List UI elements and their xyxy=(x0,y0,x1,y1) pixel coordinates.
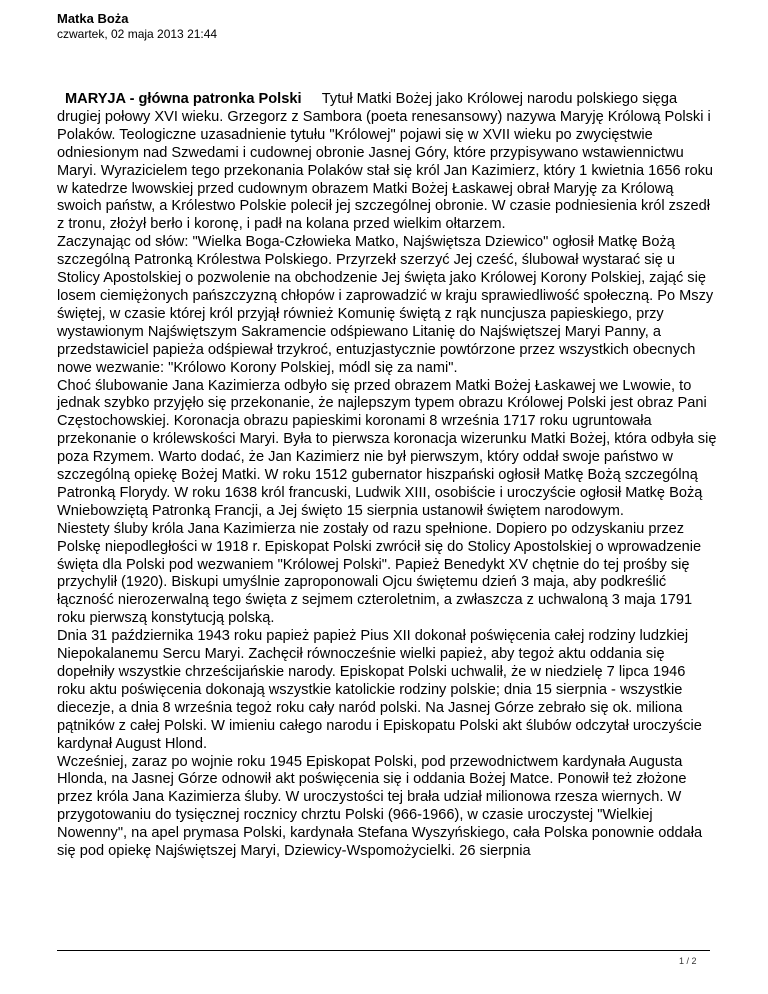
article-paragraph-5: Dnia 31 października 1943 roku papież papież Pius XII dokonał poświęcenia całej rodziny ludzkiej Niepokalanemu Sercu Maryi. Zachęcił równocześnie wielki papież, aby tegoż aktu oddania się dopełniły wszystkie chrześcijańskie narody. Episkopat Polski uchwalił, że w niedzielę 7 lipca 1946 roku aktu poświęcenia dokonają wszystkie katolickie rodziny polskie; dnia 15 sierpnia - wszystkie diecezje, a dnia 8 września tegoż roku cały naród polski. Na Jasnej Górze zebrało się ok. miliona pątników z całej Polski. W imieniu całego narodu i Episkopatu Polski akt ślubów odczytał uroczyście kardynał August Hlond. xyxy=(57,628,702,752)
article-paragraph-1 xyxy=(57,91,717,234)
article-paragraph-4: Niestety śluby króla Jana Kazimierza nie zostały od razu spełnione. Dopiero po odzyskaniu przez Polskę niepodległości w 1918 r. Episkopat Polski zwrócił się do Stolicy Apostolskiej o wprowadzenie święta dla Polski pod wezwaniem "Królowej Polski". Papież Benedykt XV chętnie do tej prośby się przychylił (1920). Biskupi umyślnie zaproponowali Ojcu świętemu dzień 3 maja, aby podkreślić łączność nierozerwalną tego święta z sejmem czteroletnim, a zwłaszcza z uchwaloną 3 maja 1791 roku pierwszą konstytucją polską. xyxy=(57,520,702,627)
publication-date: czwartek, 02 maja 2013 21:44 xyxy=(57,27,218,41)
article-paragraph-3: Choć ślubowanie Jana Kazimierza odbyło się przed obrazem Matki Bożej Łaskawej we Lwowie, to jednak szybko przyjęło się przekonanie, że najlepszym typem obrazu Królowej Polski jest obraz Pani Częstochowskiej. Koronacja obrazu papieskimi koronami 8 września 1717 roku ugruntowała przekonanie o królewskości Maryi. Była to pierwsza koronacja wizerunku Matki Bożej, która odbyła się poza Rzymem. Warto dodać, że Jan Kazimierz nie był pierwszym, który oddał swoje państwo w szczególną opiekę Bożej Matki. W roku 1512 gubernator hiszpański ogłosił Matkę Bożą szczególną Patronką Florydy. W roku 1638 król francuski, Ludwik XIII, osobiście i uroczyście ogłosił Matkę Bożą Wniebowziętą Patronką Francji, a Jej święto 15 sierpnia ustanowił świętem narodowym. xyxy=(57,377,717,519)
paragraph-text-1: Tytuł Matki Bożej jako Królowej narodu polskiego sięga drugiej połowy XVI wieku. Grzegorz z Sambora (poeta renesansowy) nazywa Maryję Królową Polski i Polaków. Teologiczne uzasadnienie tytułu "Królowej" pojawi się w XVII wieku po zwycięstwie odniesionym nad Szwedami i cudownej obronie Jasnej Góry, które przypisywano wstawiennictwu Maryi. Wyrazicielem tego przekonania Polaków stał się król Jan Kazimierz, który 1 kwietnia 1656 roku w katedrze lwowskiej przed cudownym obrazem Matki Bożej Łaskawej obrał Maryję za Królową swoich państw, a Królestwo Polskie polecił jej szczególnej obronie. W czasie podniesienia król zszedł z tronu, złożył berło i koronę, i padł na kolana przed wielkim ołtarzem. xyxy=(57,91,714,233)
document-title: Matka Boża xyxy=(57,11,129,26)
article-paragraph-6: Wcześniej, zaraz po wojnie roku 1945 Episkopat Polski, pod przewodnictwem kardynała Augusta Hlonda, na Jasnej Górze odnowił akt poświęcenia się i oddania Bożej Matce. Ponowił też złożone przez króla Jana Kazimierza śluby. W uroczystości tej brała udział milionowa rzesza wiernych. W przygotowaniu do tysięcznej rocznicy chrztu Polski (966-1966), w czasie uroczystej "Wielkiej Nowenny", na apel prymasa Polski, kardynała Stefana Wyszyńskiego, cała Polska ponownie oddała się pod opiekę Najświętszej Maryi, Dziewicy-Wspomożycielki. 26 sierpnia xyxy=(57,753,703,860)
page-number: 1 / 2 xyxy=(679,956,697,966)
article-paragraph-2: Zaczynając od słów: "Wielka Boga-Człowieka Matko, Najświętsza Dziewico" ogłosił Matkę Bożą szczególną Patronką Królestwa Polskiego. Przyrzekł szerzyć Jej cześć, ślubował wystarać się u Stolicy Apostolskiej o pozwolenie na obchodzenie Jej święta jako Królowej Korony Polskiej, zająć się losem ciemiężonych pańszczyzną chłopów i zaprowadzić w kraju sprawiedliwość społeczną. Po Mszy świętej, w czasie której król przyjął również Komunię świętą z rąk nuncjusza papieskiego, przy wystawionym Najświętszym Sakramencie odśpiewano Litanię do Najświętszej Maryi Panny, a przedstawiciel papieża odśpiewał trzykroć, entuzjastycznie powtórzone przez wszystkich obecnych nowe wezwanie: "Królowo Korony Polskiej, módl się za nami". xyxy=(57,234,714,376)
article-heading: MARYJA - główna patronka Polski xyxy=(65,91,302,107)
article-body xyxy=(57,91,717,861)
footer-divider xyxy=(57,950,710,951)
document-header xyxy=(57,11,717,42)
